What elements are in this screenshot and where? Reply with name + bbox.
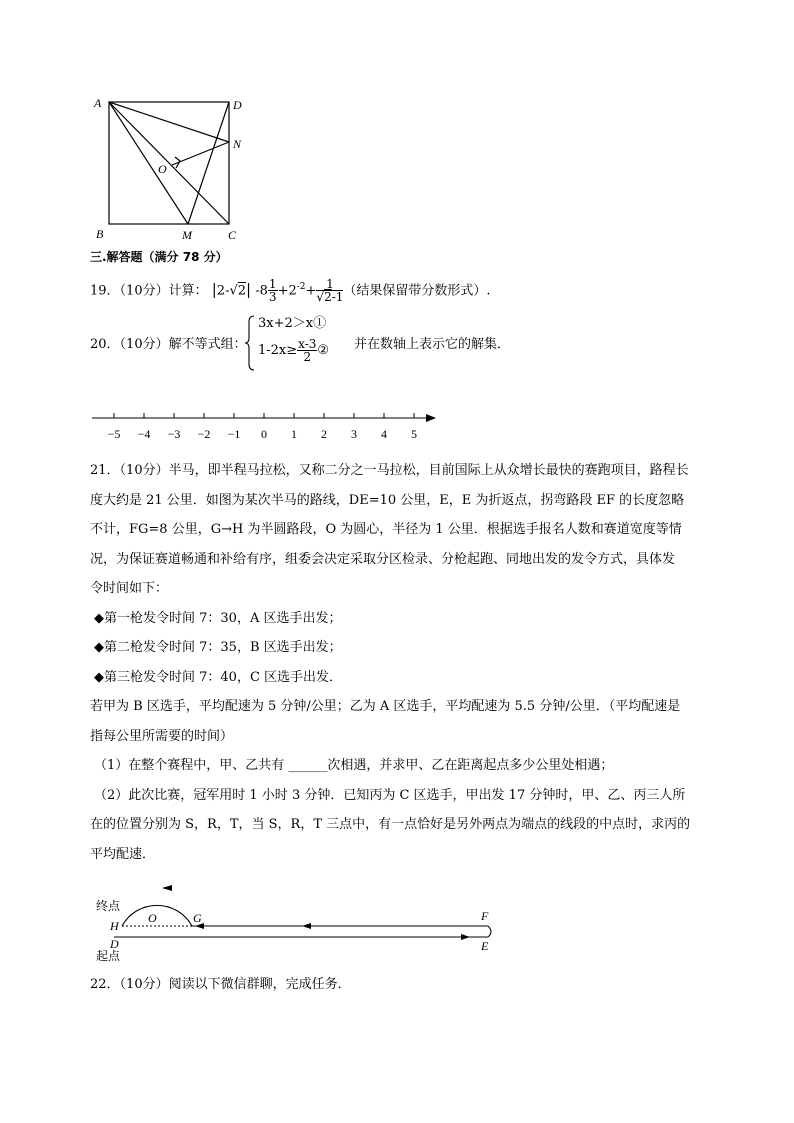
- number-line-label: −5: [107, 427, 121, 441]
- number-line-label: 1: [291, 427, 297, 441]
- label-d: D: [233, 98, 242, 112]
- q19-note: （结果保留带分数形式）.: [343, 283, 491, 299]
- q19-plus: +: [305, 283, 317, 299]
- square-figure: [90, 92, 260, 242]
- q19-number: 19．: [90, 283, 120, 299]
- semicircle-gh: [122, 905, 192, 926]
- number-line-label: −2: [197, 427, 211, 441]
- diagonal-ac: [109, 102, 229, 224]
- arrow-de: [461, 934, 470, 940]
- q21-part-2-line: 在的位置分别为 S，R，T，当 S，R，T 三点中，有一点恰好是另外两点为端点的线段的中点时，求丙的: [90, 817, 691, 832]
- q20-inequality-1: 3x+2＞x①: [258, 316, 327, 331]
- q21-text-line: 不计，FG=8 公里，G→H 为半圆路段，O 为圆心，半径为 1 公里．根据选手报名人数和赛道宽度等情: [90, 522, 682, 537]
- label-d2: D: [110, 937, 119, 951]
- label-end-point: 终点: [96, 899, 121, 913]
- label-h: H: [110, 919, 119, 933]
- segment-an: [109, 102, 229, 142]
- segment-dm: [188, 102, 229, 224]
- q19-two: 2-: [216, 283, 230, 299]
- label-c: C: [228, 228, 237, 242]
- q20-ineq2-fraction: [297, 338, 317, 363]
- question-19: [90, 278, 491, 303]
- question-22: 22．（10分）阅读以下微信群聊，完成任务．: [90, 977, 351, 992]
- q20-lead: [90, 336, 247, 354]
- q20-ineq2-mark: ②: [317, 343, 330, 358]
- number-line-label: 3: [351, 427, 357, 441]
- q21-pace-line: 若甲为 B 区选手，平均配速为 5 分钟/公里；乙为 A 区选手，平均配速为 5.5 分钟/公里．（平均配速是: [90, 699, 681, 714]
- label-g: G: [193, 911, 202, 925]
- question-21: [90, 456, 690, 869]
- label-a: A: [94, 96, 102, 110]
- label-m: M: [182, 228, 192, 242]
- label-o: O: [158, 162, 167, 176]
- number-line-label: 5: [411, 427, 417, 441]
- number-line-label: 4: [381, 427, 387, 441]
- section-title: 三.解答题（满分 78 分）: [90, 250, 228, 264]
- q19-sqrt-radicand: 2: [237, 283, 247, 299]
- number-line-label: −4: [137, 427, 151, 441]
- q19-frac2-den-tail: -1: [331, 290, 344, 305]
- q21-text-line: 21．（10分）半马，即半程马拉松，又称二分之一马拉松，目前国际上从众增长最快的赛跑项目，路程长: [90, 463, 689, 478]
- q20-brace: [244, 314, 256, 372]
- q19-fraction-2: [316, 278, 343, 303]
- turnaround-fe: [488, 926, 491, 937]
- number-line-label: 0: [261, 427, 267, 441]
- label-o2: O: [148, 911, 157, 925]
- label-b: B: [96, 227, 104, 241]
- q19-frac2-num: 1: [316, 278, 343, 291]
- q20-ineq2-left: 1-2x≥: [258, 343, 298, 358]
- q21-part-1: （1）在整个赛程中，甲、乙共有 ______次相遇，并求甲、乙在距离起点多少公里处相遇；: [94, 758, 614, 773]
- q19-abs-open: |: [211, 280, 217, 299]
- race-route-figure: [92, 880, 512, 966]
- arrow-semicircle: [162, 885, 172, 891]
- q21-bullet-item: ◆第三枪发令时间 7：40，C 区选手出发．: [94, 669, 343, 685]
- q20-score: （10分）解不等式组：: [119, 337, 247, 352]
- q19-frac2-den: √2-1: [316, 290, 344, 305]
- q21-bullet-item: ◆第二枪发令时间 7：35，B 区选手出发；: [94, 640, 342, 655]
- label-e: E: [481, 939, 489, 953]
- q21-text-line: 令时间如下：: [90, 581, 169, 596]
- q19-frac2-den-radicand: 2: [324, 290, 332, 305]
- q19-fraction-1: [268, 278, 278, 303]
- q21-bullet-item: ◆第一枪发令时间 7：30，A 区选手出发；: [94, 610, 342, 626]
- q19-minus-eight: -8: [255, 283, 268, 299]
- number-line-label: 2: [321, 427, 327, 441]
- q20-number: 20．: [90, 337, 120, 352]
- label-n: N: [233, 137, 242, 151]
- q19-abs-close: |: [246, 280, 252, 299]
- q19-frac1-num: 1: [268, 277, 277, 292]
- number-line-label: −3: [167, 427, 181, 441]
- q21-text-line: 况，为保证赛道畅通和补给有序，组委会决定采取分区检录、分枪起跑、同地出发的发令方式，具体发: [90, 551, 676, 567]
- q19-score: （10分）计算：: [119, 283, 208, 299]
- q20-inequality-2: [258, 338, 329, 363]
- number-line-arrow: [426, 414, 436, 422]
- label-f: F: [481, 909, 489, 923]
- segment-on: [172, 142, 229, 165]
- q21-part-2-line: （2）此次比赛，冠军用时 1 小时 3 分钟．已知丙为 C 区选手，甲出发 17 分钟时，甲、乙、丙三人所: [94, 787, 686, 803]
- number-line: [92, 408, 442, 446]
- q21-text-line: 度大约是 21 公里．如图为某次半马的路线，DE=10 公里，E，E 为折返点，拐弯路段 EF 的长度忽略: [90, 492, 685, 508]
- number-line-label: −1: [227, 427, 241, 441]
- q19-exponent: -2: [296, 282, 306, 292]
- arrow-fg: [302, 923, 311, 929]
- q20-ineq2-num: x-3: [298, 337, 317, 351]
- q20-tail: 并在数轴上表示它的解集．: [354, 337, 511, 352]
- q21-part-2-line: 平均配速．: [90, 846, 156, 862]
- q19-sqrt: √2: [229, 283, 247, 299]
- q19-plus-two: +2: [277, 283, 297, 299]
- q20-ineq2-den: 2: [303, 350, 312, 364]
- q21-pace-line: 指每公里所需要的时间）: [90, 728, 234, 744]
- q19-frac1-den: 3: [268, 290, 277, 305]
- label-start-point: 起点: [96, 949, 121, 963]
